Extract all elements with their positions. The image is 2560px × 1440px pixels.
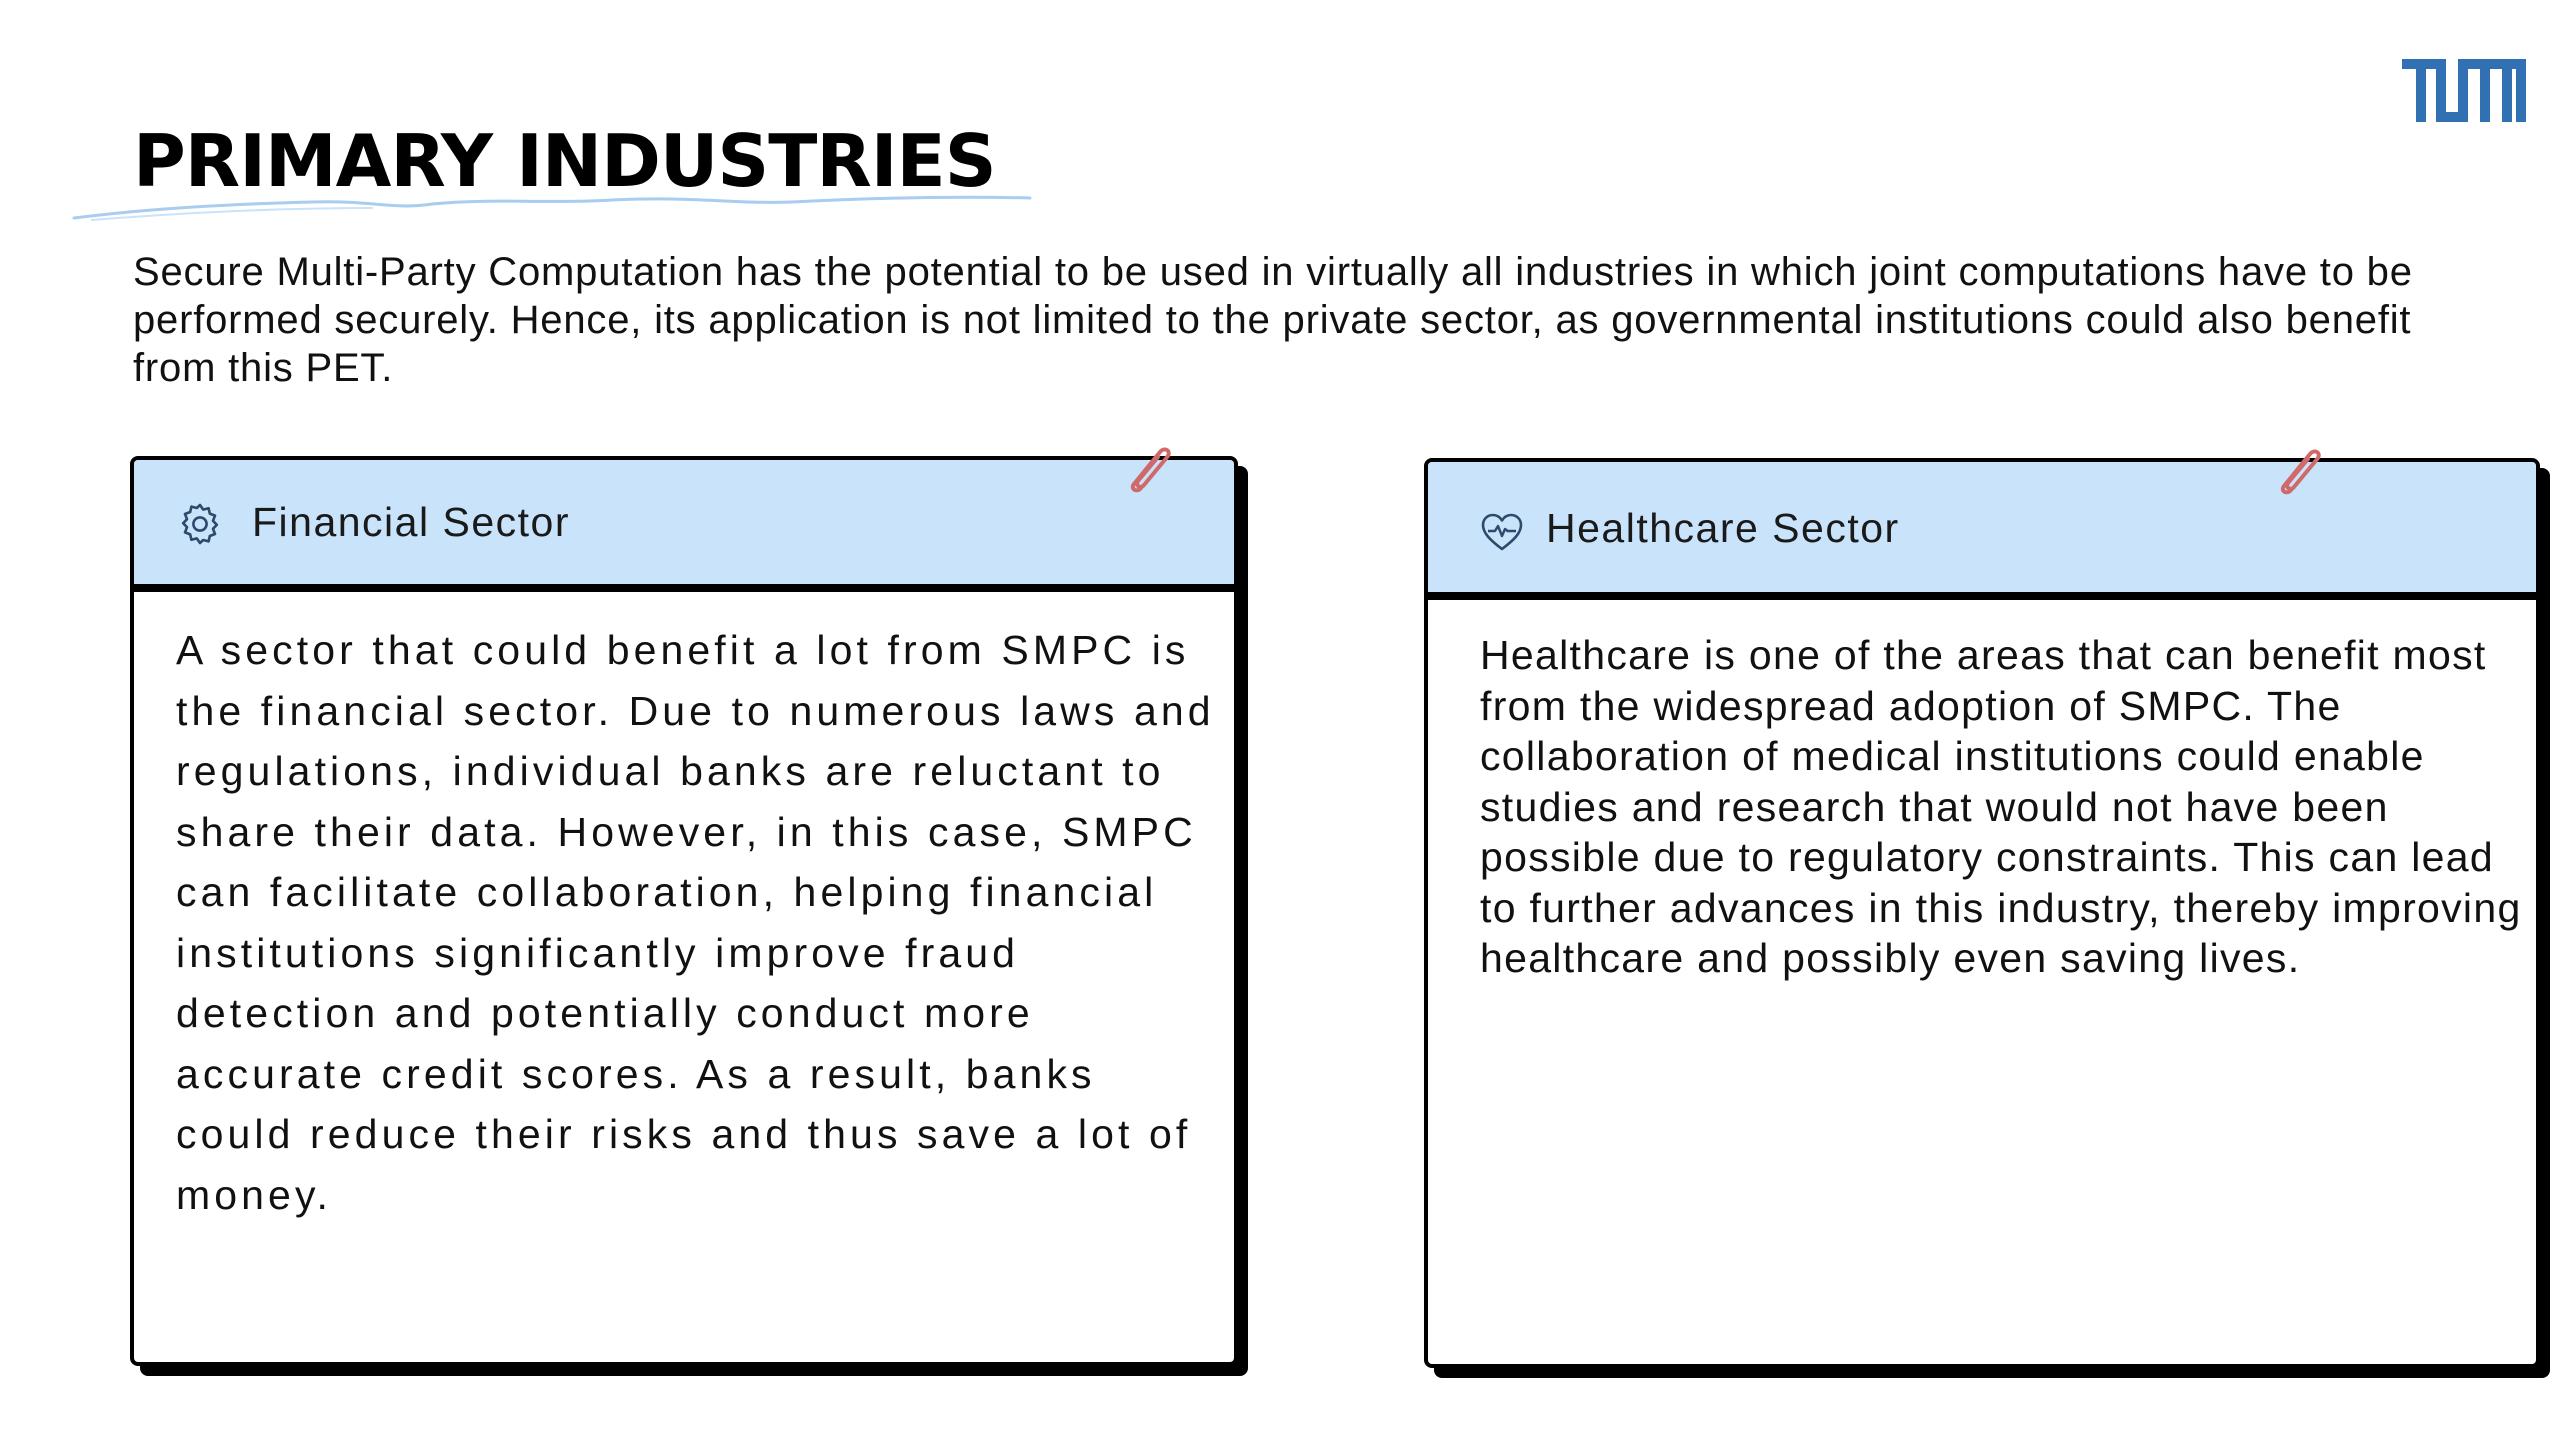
tum-logo (2402, 59, 2526, 122)
financial-sector-card (130, 456, 1238, 1366)
card-title: Healthcare Sector (1546, 505, 1900, 551)
page-title: PRIMARY INDUSTRIES (133, 119, 996, 203)
card-title: Financial Sector (252, 499, 570, 545)
card-face (130, 456, 1238, 1366)
card-header (134, 460, 1234, 592)
title-underline-decoration (72, 190, 1032, 230)
paperclip-icon (1120, 438, 1178, 496)
paperclip-icon (2270, 440, 2328, 498)
intro-paragraph: Secure Multi-Party Computation has the potential to be used in virtually all industries in which joint computations have to be performed securely. Hence, its application is not limited to the private sector, as governmental institutions could also benefit from this PET. (133, 250, 2413, 390)
gear-icon (176, 500, 224, 548)
card-header (1428, 462, 2536, 600)
healthcare-sector-card (1424, 458, 2540, 1368)
card-body-text: Healthcare is one of the areas that can benefit most from the widespread adoption of SMPC. The collaboration of medical institutions could enable studies and research that would not have been possible due to regulatory constraints. This can lead to further advances in this industry, thereby improving healthcare and possibly even saving lives. (1480, 632, 2522, 981)
card-body-text: A sector that could benefit a lot from SMPC is the financial sector. Due to numerous laws and regulations, individual banks are reluctant to share their data. However, in this case, SMPC can facilitate collaboration, helping financial institutions significantly improve fraud detection and potentially conduct more accurate credit scores. As a result, banks could reduce their risks and thus save a lot of money. (176, 627, 1215, 1218)
heart-pulse-icon (1478, 508, 1526, 556)
card-face (1424, 458, 2540, 1368)
